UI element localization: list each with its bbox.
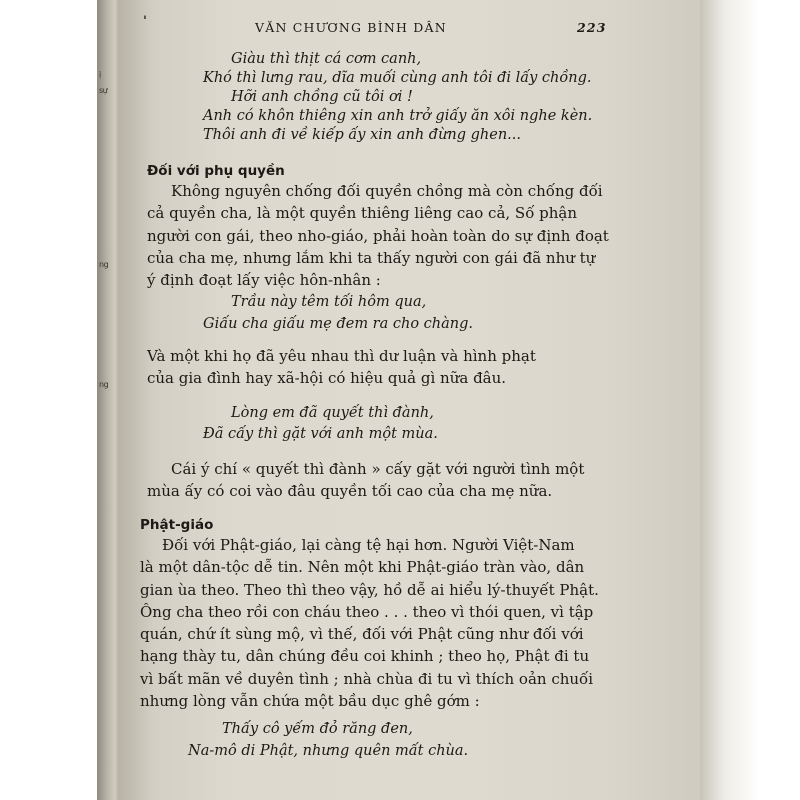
paragraph-line: của gia đình hay xã-hội có hiệu quả gì nữa đâu. [147, 369, 507, 388]
left-fragment: sự [99, 86, 108, 95]
verse-line: Giàu thì thịt cá cơm canh, [231, 51, 422, 67]
verse-line: Na-mô di Phật, nhưng quên mất chùa. [188, 743, 469, 759]
verse-line: Thôi anh đi về kiếp ấy xin anh đừng ghen... [203, 127, 522, 143]
paragraph-line: Ông cha theo rồi con cháu theo . . . theo vì thói quen, vì tập [140, 602, 594, 621]
paragraph-line: quán, chứ ít sùng mộ, vì thế, đối với Phật cũng như đối với [140, 625, 584, 644]
paragraph-line: hạng thày tu, dân chúng đều coi khinh ; theo họ, Phật đi tu [140, 647, 590, 666]
previous-page-edge [97, 0, 121, 800]
paragraph-line: mùa ấy có coi vào đâu quyền tối cao của cha mẹ nữa. [147, 482, 553, 501]
left-fragment: ị [99, 70, 101, 79]
paragraph-line: nhưng lòng vẫn chứa một bầu dục ghê gớm : [140, 692, 480, 711]
paragraph-du-luan [147, 345, 597, 390]
corner-mark: ˈ [143, 14, 147, 30]
verse-line: Khó thì lưng rau, dĩa muối cùng anh tôi đi lấy chồng. [203, 70, 592, 86]
paragraph-line: vì bất mãn về duyên tình ; nhà chùa đi tu vì thích oản chuối [140, 669, 594, 688]
section-heading: Đối với phụ quyền [147, 163, 285, 179]
verse-line: Thấy cô yếm đỏ răng đen, [222, 721, 413, 737]
verse-line: Lòng em đã quyết thì đành, [231, 405, 434, 421]
paragraph-line: Không nguyên chống đối quyền chồng mà còn chống đối [171, 182, 603, 200]
paragraph-line: cả quyền cha, là một quyền thiêng liêng cao cả, Số phận [147, 204, 578, 223]
section-heading: Phật-giáo [140, 517, 214, 533]
paragraph-line: Và một khi họ đã yêu nhau thì dư luận và hình phạt [147, 347, 536, 365]
paragraph-line: gian ùa theo. Theo thì theo vậy, hồ dễ ai hiểu lý-thuyết Phật. [140, 580, 599, 599]
verse-line: Anh có khôn thiêng xin anh trở giấy ăn xôi nghe kèn. [203, 108, 593, 124]
paragraph-line: Cái ý chí « quyết thì đành » cấy gặt với người tình một [171, 460, 585, 478]
verse-line: Trầu này têm tối hôm qua, [231, 294, 427, 310]
page-number: 223 [577, 20, 607, 35]
left-fragment: ng [99, 260, 109, 269]
paragraph-line: người con gái, theo nho-giáo, phải hoàn toàn do sự định đoạt [147, 226, 609, 245]
paragraph-line: ý định đoạt lấy việc hôn-nhân : [147, 271, 381, 290]
paragraph-line: của cha mẹ, nhưng lắm khi ta thấy người con gái đã như tự [147, 248, 596, 267]
left-fragment: ng [99, 380, 109, 389]
paragraph-line: Đối với Phật-giáo, lại càng tệ hại hơn. Người Việt-Nam [162, 536, 575, 554]
verse-line: Đã cấy thì gặt với anh một mùa. [203, 426, 438, 442]
paragraph-quyet-thi-danh [147, 458, 597, 503]
paragraph-phat-giao [140, 534, 610, 712]
paragraph-line: là một dân-tộc dễ tin. Nên một khi Phật-giáo tràn vào, dân [140, 558, 585, 577]
running-title: VĂN CHƯƠNG BÌNH DÂN [255, 20, 447, 35]
verse-line: Hỡi anh chồng cũ tôi ơi ! [231, 89, 413, 105]
page-shadow [700, 0, 800, 800]
verse-line: Giấu cha giấu mẹ đem ra cho chàng. [203, 316, 473, 332]
paragraph-phu-quyen [147, 180, 609, 291]
